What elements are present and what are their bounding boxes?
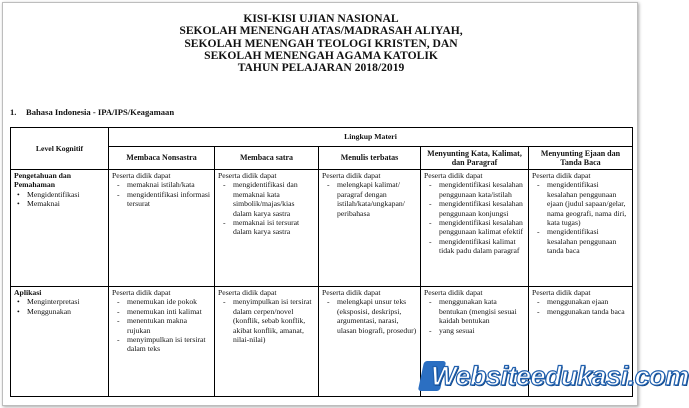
cell-intro: Peserta didik dapat — [322, 171, 381, 180]
kisi-kisi-table — [10, 127, 633, 397]
cell-item: - mengidentifikasi informasi tersurat — [112, 190, 211, 209]
cell-intro: Peserta didik dapat — [424, 171, 483, 180]
table-cell — [421, 170, 529, 287]
watermark-logo — [421, 359, 689, 397]
column-header: Membaca satra — [215, 147, 319, 170]
column-header: Menyunting Kata, Kalimat, dan Paragraf — [421, 147, 529, 170]
cell-item: - menggunakan ejaan — [532, 297, 629, 306]
cell-item: - menemukan ide pokok — [112, 297, 211, 306]
cell-item: - menyimpulkan isi tersirat dalam cerpen/novel (konflik, sebab konflik, akibat konflik, amanat, nilai-nilai) — [218, 297, 315, 344]
level-item: • Menginterpretasi — [14, 297, 105, 306]
header-line-5: TAHUN PELAJARAN 2018/2019 — [237, 61, 405, 75]
cell-item: - mengidentifikasi kalimat tidak padu dalam paragraf — [424, 237, 525, 256]
level-title: Pengetahuan dan Pemahaman — [14, 171, 72, 190]
cell-intro: Peserta didik dapat — [112, 171, 171, 180]
watermark-text: Websiteedukasi.com — [431, 361, 689, 391]
cell-item: - menemukan inti kalimat — [112, 307, 211, 316]
section-number: 1. — [10, 107, 17, 117]
cell-item: - mengidentifikasi kesalahan penggunaan konjungsi — [424, 199, 525, 218]
cell-intro: Peserta didik dapat — [532, 171, 591, 180]
level-cell — [11, 170, 109, 287]
cell-item: - melengkapi unsur teks (eksposisi, deskripsi, argumentasi, narasi, ulasan biografi, prosedur) — [322, 297, 417, 335]
header-line-1: KISI-KISI UJIAN NASIONAL — [243, 12, 399, 25]
column-header: Menulis terbatas — [319, 147, 421, 170]
cell-item: - mengidentifikasi kesalahan penggunaan ejaan (judul sapaan/gelar, nama geografi, nama diri, kata tugas) — [532, 180, 629, 227]
table-cell — [319, 287, 421, 397]
cell-intro: Peserta didik dapat — [322, 288, 381, 297]
level-item: • Memaknai — [14, 199, 105, 208]
table-row — [11, 170, 633, 287]
cell-item: - melengkapi kalimat/ paragraf dengan istilah/kata/ungkapan/ peribahasa — [322, 180, 417, 218]
level-cell — [11, 287, 109, 397]
cell-item: - yang sesuai — [424, 326, 525, 335]
header-line-3: SEKOLAH MENENGAH TEOLOGI KRISTEN, DAN — [184, 36, 458, 50]
table-cell — [215, 170, 319, 287]
section-title: Bahasa Indonesia - IPA/IPS/Keagamaan — [26, 107, 175, 117]
cell-item: - menyimpulkan isi tersirat dalam teks — [112, 335, 211, 354]
column-header: Menyunting Ejaan dan Tanda Baca — [529, 147, 633, 170]
lingkup-materi-header: Lingkup Materi — [109, 128, 633, 147]
cell-item: - mengidentifikasi dan memaknai kata simbolik/majas/kias dalam karya sastra — [218, 180, 315, 218]
section-heading — [10, 107, 174, 117]
level-kognitif-header: Level Kognitif — [11, 128, 109, 170]
level-item: • Menggunakan — [14, 307, 105, 316]
cell-item: - mengidentifikasi kesalahan penggunaan kata/istilah — [424, 180, 525, 199]
cell-item: - memaknai istilah/kata — [112, 180, 211, 189]
cell-intro: Peserta didik dapat — [218, 171, 277, 180]
column-header: Membaca Nonsastra — [109, 147, 215, 170]
table-cell — [529, 170, 633, 287]
table-cell — [109, 170, 215, 287]
document-page — [2, 2, 689, 406]
cell-item: - menentukan makna rujukan — [112, 316, 211, 335]
table-cell — [109, 287, 215, 397]
header-line-2: SEKOLAH MENENGAH ATAS/MADRASAH ALIYAH, — [179, 24, 463, 38]
header-line-4: SEKOLAH MENENGAH AGAMA KATOLIK — [204, 48, 438, 62]
level-item: • Mengidentifikasi — [14, 190, 105, 199]
cell-item: - mengidentifikasi kesalahan penggunaan kalimat efektif — [424, 218, 525, 237]
cell-item: - mengidentifikasi kesalahan penggunaan tanda baca — [532, 227, 629, 255]
cell-item: - memaknai isi tersurat dalam karya sastra — [218, 218, 315, 237]
cell-item: - menggunakan kata bentukan (mengisi sesuai kaidah bentukan — [424, 297, 525, 325]
table-cell — [319, 170, 421, 287]
cell-intro: Peserta didik dapat — [424, 288, 483, 297]
cell-intro: Peserta didik dapat — [532, 288, 591, 297]
cell-intro: Peserta didik dapat — [112, 288, 171, 297]
document-header — [3, 13, 639, 74]
cell-item: - menggunakan tanda baca — [532, 307, 629, 316]
level-title: Aplikasi — [14, 288, 42, 297]
table-cell — [215, 287, 319, 397]
table-header-row — [11, 128, 633, 147]
cell-intro: Peserta didik dapat — [218, 288, 277, 297]
